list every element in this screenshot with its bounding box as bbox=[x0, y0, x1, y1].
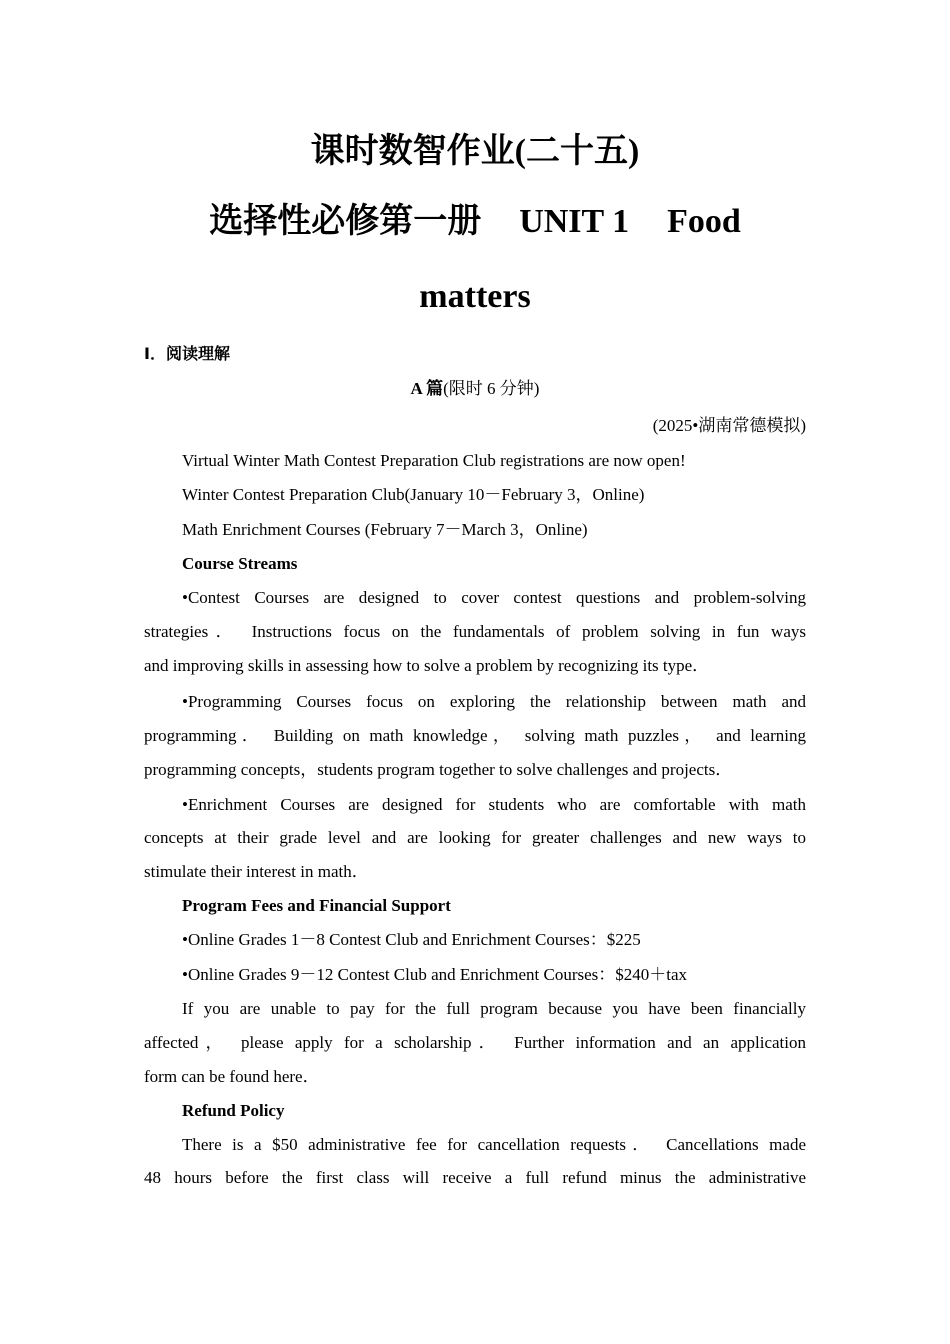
refund-policy-line-1: There is a $50 administrative fee for cancellation requests． Cancellations made bbox=[182, 1135, 806, 1154]
financial-support-line-1: If you are unable to pay for the full program because you have been financially bbox=[182, 999, 806, 1018]
financial-support-line-3: form can be found here． bbox=[144, 1067, 320, 1086]
courses-line: Math Enrichment Courses (February 7－March 3，Online) bbox=[182, 520, 588, 539]
fee-grades-1-8: •Online Grades 1－8 Contest Club and Enrichment Courses：$225 bbox=[182, 930, 641, 949]
programming-courses-line-2: programming． Building on math knowledge， solving math puzzles， and learning bbox=[144, 726, 806, 745]
refund-policy-line-2: 48 hours before the first class will receive a full refund minus the administrative bbox=[144, 1168, 806, 1187]
section-number: Ⅰ． bbox=[144, 344, 166, 363]
section-heading bbox=[144, 337, 806, 371]
enrichment-courses-line-1: •Enrichment Courses are designed for students who are comfortable with math bbox=[182, 795, 806, 814]
contest-courses-line-1: •Contest Courses are designed to cover contest questions and problem-solving bbox=[182, 588, 806, 607]
refund-policy-heading: Refund Policy bbox=[182, 1101, 285, 1120]
program-fees-heading: Program Fees and Financial Support bbox=[182, 896, 451, 915]
unit-number: UNIT 1 bbox=[519, 203, 630, 240]
intro-line: Virtual Winter Math Contest Preparation Club registrations are now open! bbox=[182, 451, 686, 470]
passage-time-limit: (限时 6 分钟) bbox=[443, 379, 540, 398]
contest-courses-line-2: strategies． Instructions focus on the fundamentals of problem solving in fun ways bbox=[144, 622, 806, 641]
programming-courses-line-3: programming concepts，students program together to solve challenges and projects． bbox=[144, 760, 733, 779]
worksheet-title: 课时数智作业(二十五) bbox=[310, 133, 640, 170]
enrichment-courses-line-2: concepts at their grade level and are looking for greater challenges and new ways to bbox=[144, 828, 806, 847]
passage-source: (2025•湖南常德模拟) bbox=[652, 416, 806, 435]
fee-grades-9-12: •Online Grades 9－12 Contest Club and Enrichment Courses：$240＋tax bbox=[182, 965, 688, 984]
unit-title bbox=[0, 202, 950, 242]
contest-courses-line-3: and improving skills in assessing how to solve a problem by recognizing its type． bbox=[144, 656, 710, 675]
passage-label bbox=[144, 372, 806, 406]
club-line: Winter Contest Preparation Club(January 10－February 3，Online) bbox=[182, 485, 645, 504]
enrichment-courses-line-3: stimulate their interest in math． bbox=[144, 862, 369, 881]
course-streams-heading: Course Streams bbox=[182, 554, 298, 573]
section-name: 阅读理解 bbox=[165, 344, 230, 363]
passage-letter: A 篇 bbox=[410, 379, 444, 398]
financial-support-line-2: affected， please apply for a scholarship． Further information and an application bbox=[144, 1033, 806, 1052]
unit-name-food: Food bbox=[667, 203, 741, 240]
unit-title-chinese: 选择性必修第一册 bbox=[209, 203, 482, 240]
unit-name-matters: matters bbox=[419, 278, 531, 315]
programming-courses-line-1: •Programming Courses focus on exploring the relationship between math and bbox=[182, 692, 806, 711]
